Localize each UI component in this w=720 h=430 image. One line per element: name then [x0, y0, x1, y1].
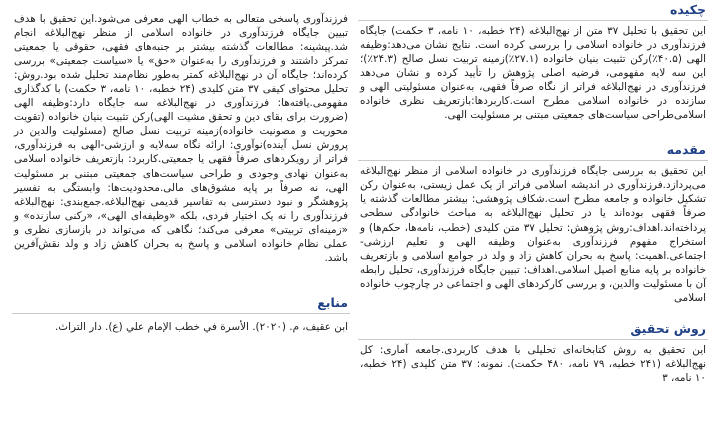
introduction-heading: مقدمه — [358, 142, 708, 161]
references-heading: منابع — [12, 295, 350, 314]
findings-text: فرزندآوری پاسخی متعالی به خطاب الهی معرفی می‌شود.این تحقیق با هدف تبیین جایگاه فرزندآوری در خانواده اسلامی از منظر نهج‌البلاغه انجام شد.پیشینه: مطالعات گذشته بیشتر بر جنبه‌های فقهی، حقوقی یا جمعیتی تمرکز داشتند و فرزندآوری را به‌عنوان «حق» یا «سیاست جمعیتی» بررسی کرده‌اند؛ جایگاه آن در نهج‌البلاغه کمتر به‌طور نظام‌مند تحلیل شده بود.روش: تحلیل محتوای کیفی ۳۷ متن کلیدی (۲۴ خطبه، ۱۰ نامه، ۳ حکمت) با کدگذاری مفهومی.یافته‌ها: فرزندآوری در نهج‌البلاغه سه جایگاه دارد:وظیفه الهی (ضرورت برای بقای دین و تحقق مشیت الهی)رکن تثبیت بنیان خانواده (تقویت محوریت و مصونیت خانواده)زمینه تربیت نسل صالح (مسئولیت والدین در پرورش نسل آینده)نوآوری: ارائه نگاه سه‌لایه و ارزشی-الهی به فرزندآوری، فراتر از رویکردهای صرفاً فقهی یا جمعیتی.کاربرد: بازتعریف خانواده اسلامی به‌عنوان نهادی وجودی و طراحی سیاست‌های جمعیتی مبتنی بر مسئولیت الهی، نه صرفاً بر پایه مشوق‌های مالی.محدودیت‌ها: وابستگی به تفسیر پژوهشگر و نبود دسترسی به تفاسیر قدیمی نهج‌البلاغه.جمع‌بندی: نهج‌البلاغه فرزندآوری را نه یک اختیار فردی، بلکه «وظیفه‌ای الهی»، «رکنی سازنده» و «زمینه‌ای تربیتی» معرفی می‌کند؛ نگاهی که می‌تواند در بازسازی نظری و عملی نظام خانواده اسلامی و پاسخ به بحران کاهش زاد و ولد نقش‌آفرین باشد. — [14, 13, 349, 264]
method-text: این تحقیق به روش کتابخانه‌ای تحلیلی با هدف کاربردی.جامعه آماری: کل نهج‌البلاغه (۲۴۱ خطبه، ۷۹ نامه، ۴۸۰ حکمت). نمونه: ۳۷ متن کلیدی (۲۴ خطبه، ۱۰ نامه، ۳ — [360, 343, 706, 384]
method-heading: روش تحقیق — [358, 321, 708, 340]
abstract-heading: چکیده — [358, 2, 708, 21]
abstract-text: این تحقیق با تحلیل ۳۷ متن از نهج‌البلاغه (۲۴ خطبه، ۱۰ نامه، ۳ حکمت) جایگاه فرزندآوری در خانواده اسلامی را بررسی کرده است. نتایج نشان می‌دهد:وظیفه الهی (۴۰.۵٪)رکن تثبیت بنیان خانواده (۲۷.۱٪)زمینه تربیت نسل صالح (۲۴.۳٪)؛ این سه لایه مفهومی، فرضیه اصلی پژوهش را تأیید کرده و نشان می‌دهد فرزندآوری در نهج‌البلاغه فراتر از نگاه صرفاً فقهی، به‌عنوان مسئولیتی الهی و سازنده در خانواده اسلامی مطرح است.کاربردها:بازتعریف نظری خانواده اسلامی‌طراحی سیاست‌های جمعیتی مبتنی بر مسئولیت الهی. — [360, 25, 706, 122]
left-column — [12, 0, 350, 334]
right-column — [358, 0, 708, 385]
introduction-text: این تحقیق به بررسی جایگاه فرزندآوری در خانواده اسلامی از منظر نهج‌البلاغه می‌پردازد.فرزندآوری در اندیشه اسلامی فراتر از یک عمل زیستی، به‌عنوان رکن تشکیل خانواده و جامعه مطرح است.شکاف پژوهشی: بیشتر مطالعات گذشته یا صرفاً فقهی بوده‌اند یا در تحلیل نهج‌البلاغه به مباحث خانوادگی سطحی پرداخته‌اند.اهداف:روش پژوهش: تحلیل ۳۷ متن کلیدی (خطب، نامه‌ها، حکم‌ها) و استخراج مفهوم فرزندآوری به‌عنوان وظیفه الهی و تعلیم ارزشی-اجتماعی.اهمیت: پاسخ به بحران کاهش زاد و ولد در جوامع اسلامی و بازتعریف خانواده بر پایه منابع اصیل اسلامی.اهداف: تبیین جایگاه فرزندآوری، تحلیل رابطه آن با مسئولیت والدین، و بررسی کارکردهای الهی و اجتماعی در چارچوب خانواده اسلامی — [360, 165, 706, 304]
reference-item: ابن عقیف، م. (۲۰۲۰). الأسرة في خطب الإمام علي (ع). دار التراث. — [55, 320, 348, 333]
